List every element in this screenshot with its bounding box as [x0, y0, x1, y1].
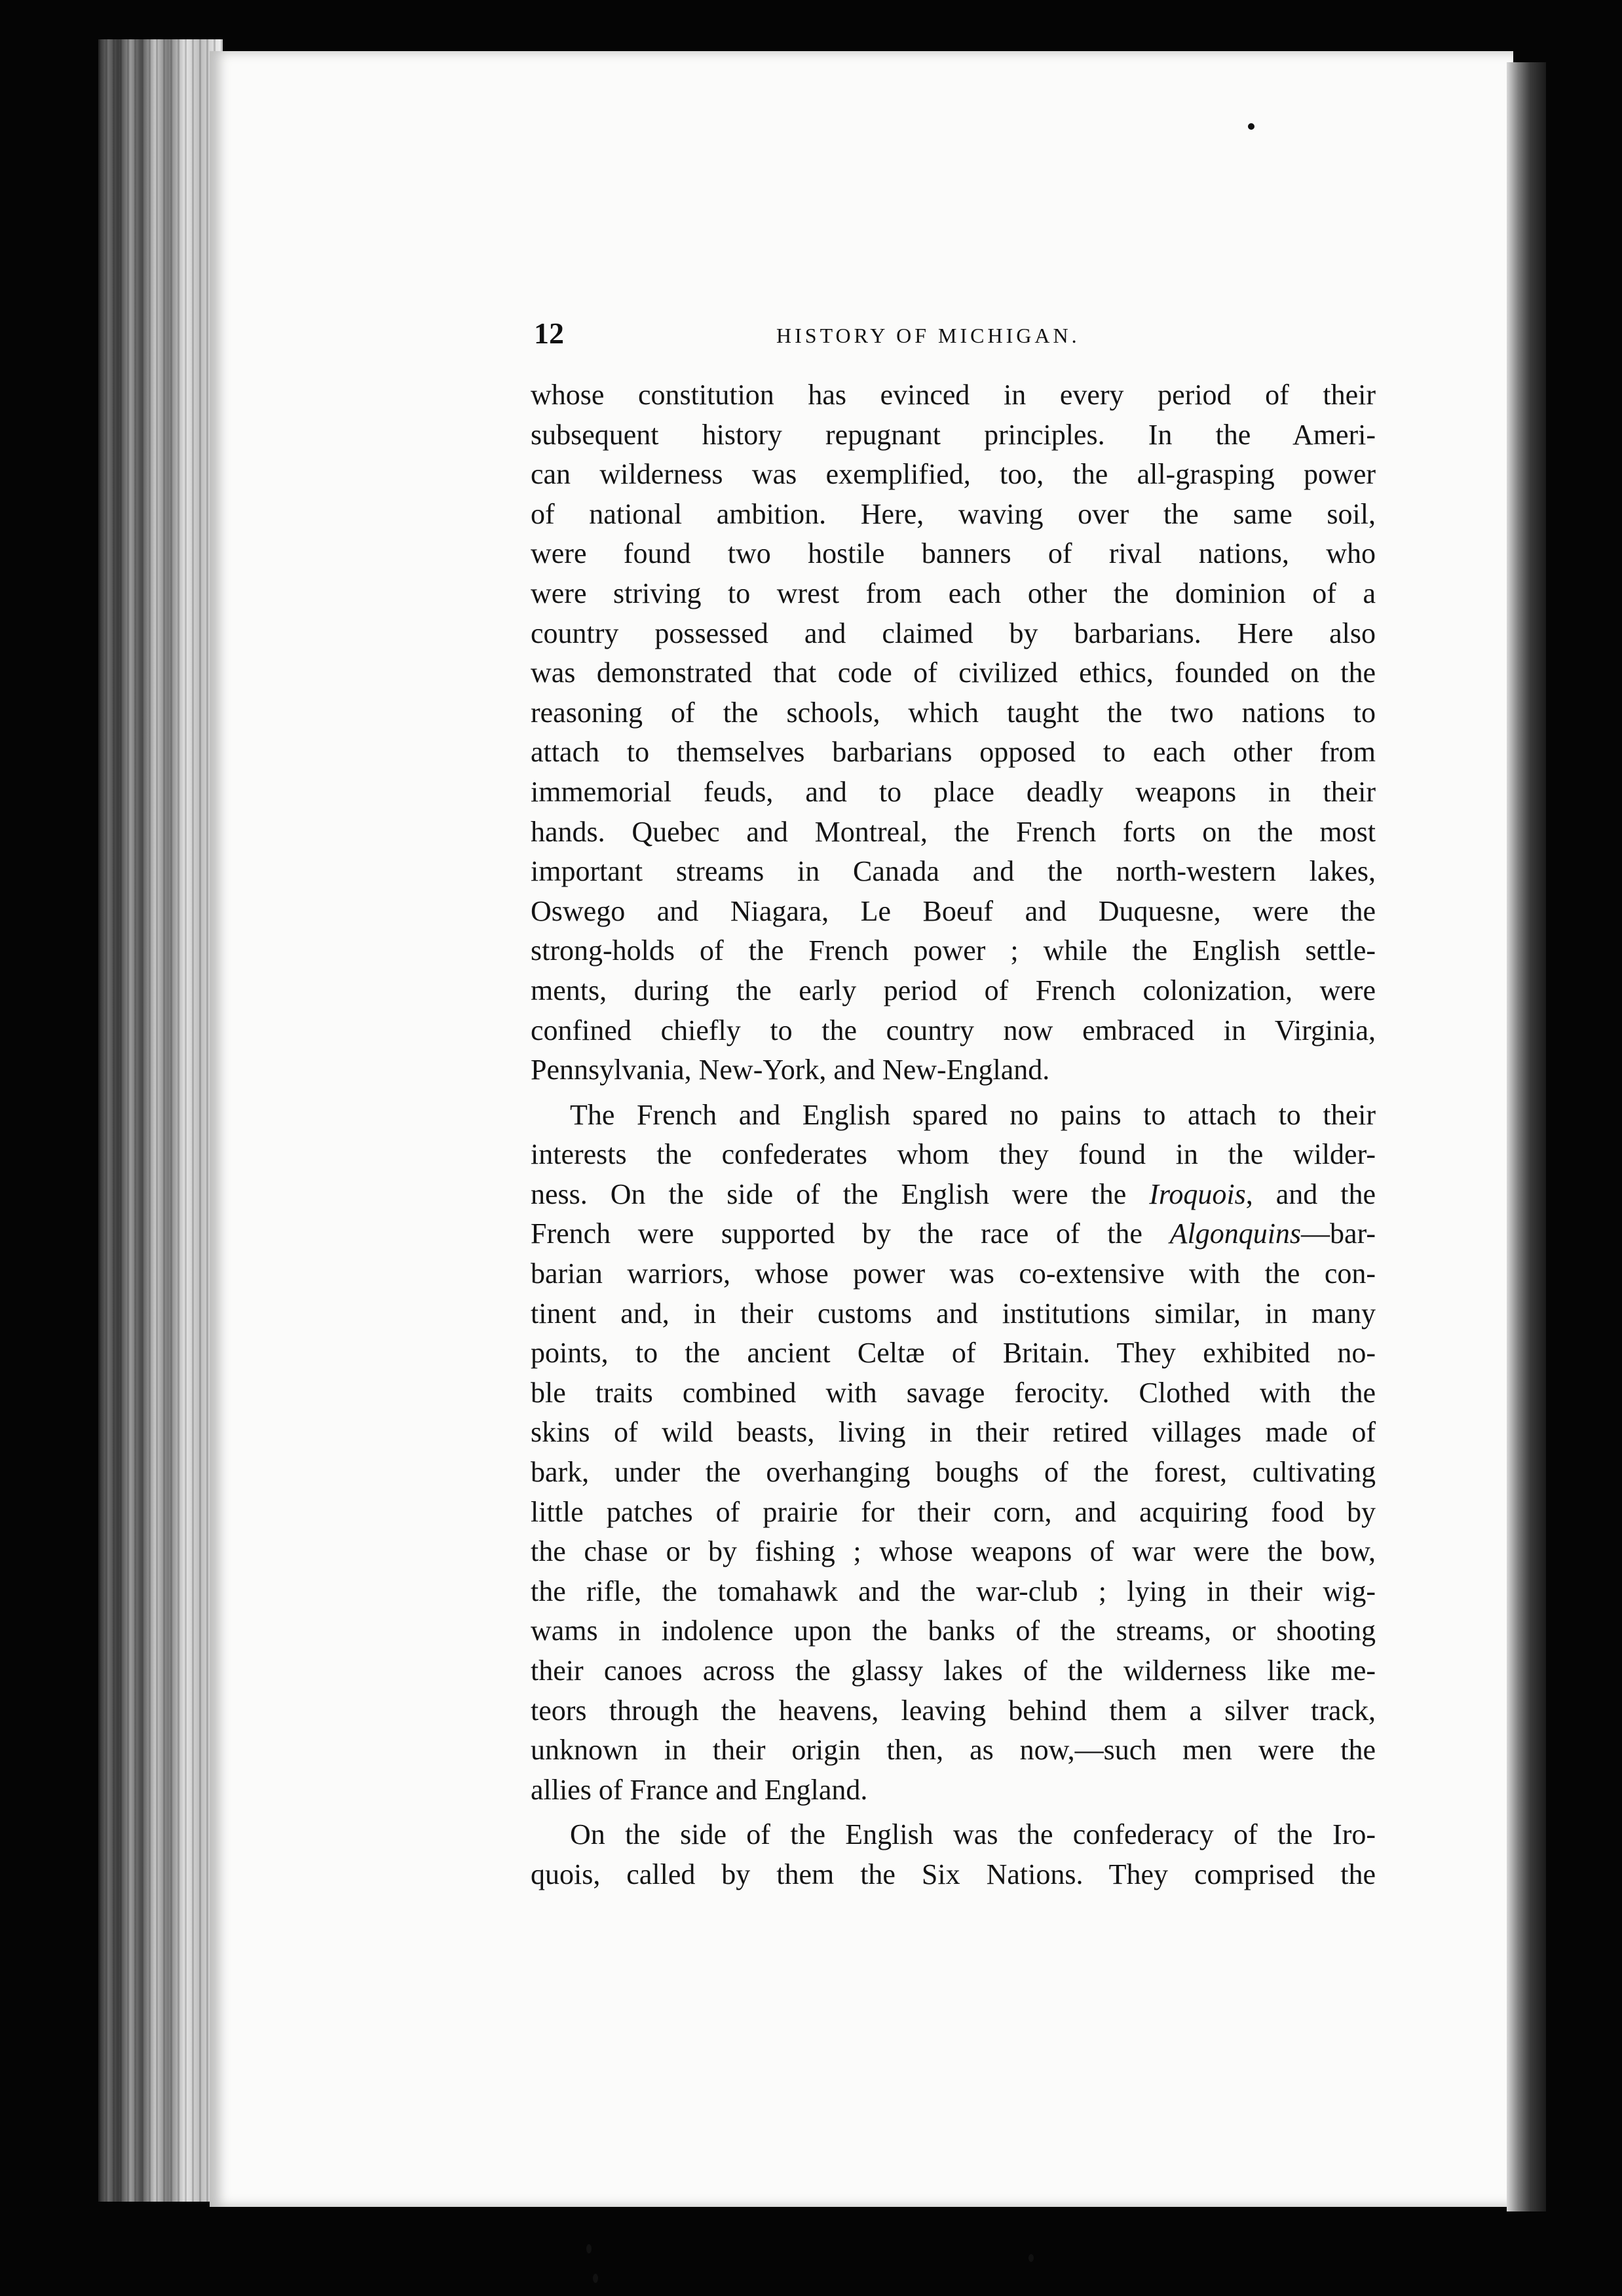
text-line: interests the confederates whom they found in the wilder-	[531, 1138, 1376, 1171]
text-line: quois, called by them the Six Nations. They comprised the	[531, 1858, 1376, 1890]
text-line: their canoes across the glassy lakes of the wilderness like me-	[531, 1655, 1376, 1687]
text-line: tinent and, in their customs and institutions similar, in many	[531, 1297, 1376, 1330]
text-line: whose constitution has evinced in every period of their	[531, 379, 1376, 411]
scan-speck	[593, 2274, 598, 2283]
text-line: of national ambition. Here, waving over the same soil,	[531, 497, 1376, 530]
text-line: was demonstrated that code of civilized ethics, founded on the	[531, 657, 1376, 689]
text-line: attach to themselves barbarians opposed to each other from	[531, 736, 1376, 769]
scan-speck	[1248, 123, 1254, 130]
text-line: confined chiefly to the country now embraced in Virginia,	[531, 1014, 1376, 1046]
text-line: hands. Quebec and Montreal, the French forts on the most	[531, 815, 1376, 848]
body-text	[531, 375, 1376, 1895]
text-line: immemorial feuds, and to place deadly weapons in their	[531, 775, 1376, 808]
scan-speck	[1028, 2254, 1034, 2262]
text-line: can wilderness was exemplified, too, the all-grasping power	[531, 458, 1376, 491]
text-line: French were supported by the race of the Algonquins—bar-	[531, 1217, 1376, 1250]
page-number: 12	[534, 316, 564, 350]
text-line: reasoning of the schools, which taught the two nations to	[531, 696, 1376, 729]
text-line: were found two hostile banners of rival nations, who	[531, 537, 1376, 570]
text-line: barian warriors, whose power was co-extensive with the con-	[531, 1257, 1376, 1290]
page-header	[534, 316, 1379, 355]
text-line: On the side of the English was the confederacy of the Iro-	[570, 1818, 1376, 1851]
text-line: skins of wild beasts, living in their retired villages made of	[531, 1416, 1376, 1449]
text-line: ble traits combined with savage ferocity. Clothed with the	[531, 1376, 1376, 1409]
text-line: were striving to wrest from each other the dominion of a	[531, 577, 1376, 609]
text-line: little patches of prairie for their corn, and acquiring food by	[531, 1495, 1376, 1528]
text-line: ments, during the early period of French colonization, were	[531, 974, 1376, 1006]
text-line: country possessed and claimed by barbarians. Here also	[531, 617, 1376, 649]
text-line: teors through the heavens, leaving behind them a silver track,	[531, 1694, 1376, 1727]
scan-speck	[586, 2244, 592, 2253]
text-line: points, to the ancient Celtæ of Britain. They exhibited no-	[531, 1337, 1376, 1369]
text-line: allies of France and England.	[531, 1773, 868, 1806]
text-line: Pennsylvania, New-York, and New-England.	[531, 1054, 1050, 1086]
text-line: wams in indolence upon the banks of the streams, or shooting	[531, 1615, 1376, 1647]
book-page-edges	[98, 39, 223, 2202]
text-line: important streams in Canada and the north-western lakes,	[531, 855, 1376, 888]
text-line: strong-holds of the French power ; while the English settle-	[531, 934, 1376, 967]
running-head: HISTORY OF MICHIGAN.	[776, 324, 1080, 347]
text-line: unknown in their origin then, as now,—such men were the	[531, 1734, 1376, 1767]
text-line: the chase or by fishing ; whose weapons of war were the bow,	[531, 1535, 1376, 1568]
text-line: subsequent history repugnant principles. In the Ameri-	[531, 418, 1376, 451]
text-line: the rifle, the tomahawk and the war-club ; lying in their wig-	[531, 1575, 1376, 1607]
book-gutter-shadow	[1507, 62, 1546, 2211]
text-line: bark, under the overhanging boughs of the forest, cultivating	[531, 1456, 1376, 1489]
text-line: The French and English spared no pains to attach to their	[570, 1098, 1376, 1131]
text-line: Oswego and Niagara, Le Boeuf and Duquesne, were the	[531, 894, 1376, 927]
text-line: ness. On the side of the English were the Iroquois, and the	[531, 1177, 1376, 1210]
